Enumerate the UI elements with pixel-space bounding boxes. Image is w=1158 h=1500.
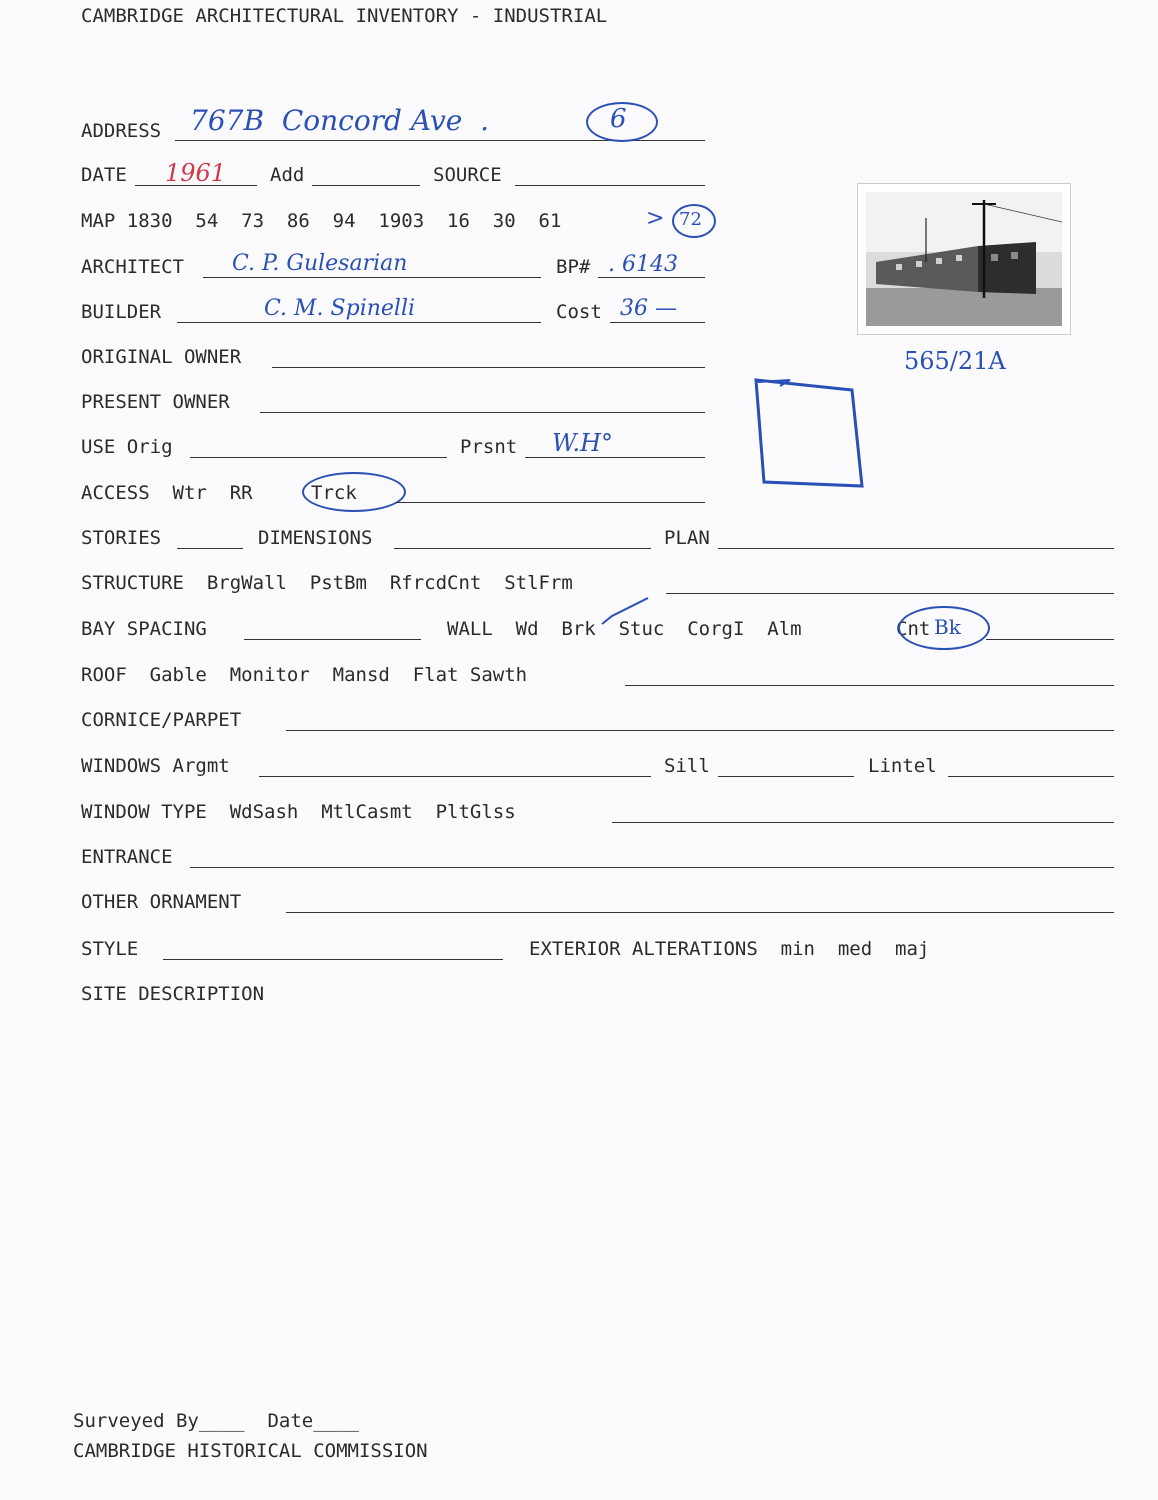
windows-argmt-line (259, 776, 651, 777)
use-orig-label: USE Orig (81, 436, 173, 458)
use-present-value: W.H° (552, 429, 614, 457)
access-truck-circle (302, 472, 406, 512)
dimensions-label: DIMENSIONS (258, 527, 373, 549)
access-truck: Trck (311, 482, 357, 504)
structure-label: STRUCTURE BrgWall PstBm RfrcdCnt StlFrm (81, 572, 573, 594)
plan-line (718, 548, 1114, 549)
brick-checkmark (600, 594, 656, 630)
add-label: Add (270, 164, 305, 186)
lintel-line (948, 776, 1114, 777)
cost-line (610, 322, 705, 323)
exterior-alterations-label: EXTERIOR ALTERATIONS min med maj (529, 938, 930, 960)
architect-label: ARCHITECT (81, 256, 184, 278)
access-label: ACCESS Wtr RR (81, 482, 253, 504)
present-owner-label: PRESENT OWNER (81, 391, 230, 413)
windows-argmt-label: WINDOWS Argmt (81, 755, 230, 777)
structure-line (666, 593, 1114, 594)
sill-line (718, 776, 854, 777)
present-owner-line (260, 412, 705, 413)
sill-label: Sill (664, 755, 710, 777)
cost-label: Cost (556, 301, 602, 323)
builder-line (177, 322, 541, 323)
cornice-label: CORNICE/PARPET (81, 709, 242, 731)
wall-line (986, 639, 1114, 640)
original-owner-label: ORIGINAL OWNER (81, 346, 242, 368)
access-line (396, 502, 705, 503)
wall-label: WALL Wd Brk Stuc CorgI Alm (447, 618, 802, 640)
builder-label: BUILDER (81, 301, 162, 323)
add-line (312, 185, 420, 186)
map-arrow: > (646, 206, 665, 231)
style-line (163, 959, 503, 960)
roof-line (625, 685, 1114, 686)
plan-label: PLAN (664, 527, 710, 549)
other-ornament-label: OTHER ORNAMENT (81, 891, 242, 913)
window-type-label: WINDOW TYPE WdSash MtlCasmt PltGlss (81, 801, 516, 823)
architect-line (203, 277, 541, 278)
bp-value: . 6143 (608, 252, 678, 277)
other-ornament-line (286, 912, 1114, 913)
address-label: ADDRESS (81, 120, 162, 142)
form-header: CAMBRIDGE ARCHITECTURAL INVENTORY - INDUSTRIAL (81, 5, 608, 27)
use-present-line (525, 457, 705, 458)
wall-concrete-bk: Bk (934, 615, 961, 639)
dimensions-line (394, 548, 651, 549)
entrance-label: ENTRANCE (81, 846, 173, 868)
source-line (515, 185, 705, 186)
builder-value: C. M. Spinelli (264, 296, 416, 321)
source-label: SOURCE (433, 164, 502, 186)
address-value: 767B Concord Ave . (190, 104, 490, 137)
photo-reference: 565/21A (904, 347, 1006, 375)
building-photo (858, 184, 1070, 334)
architect-value: C. P. Gulesarian (232, 251, 408, 276)
address-circle-number: 6 (610, 104, 627, 134)
wall-concrete-label: Cnt (896, 618, 931, 640)
entrance-line (190, 867, 1114, 868)
cost-value: 36 — (620, 296, 677, 321)
bp-label: BP# (556, 256, 591, 278)
date-label: DATE (81, 164, 127, 186)
site-description-label: SITE DESCRIPTION (81, 983, 265, 1005)
window-type-line (612, 822, 1114, 823)
original-owner-line (272, 367, 705, 368)
commission-label: CAMBRIDGE HISTORICAL COMMISSION (73, 1440, 428, 1462)
surveyed-by-label: Surveyed By____ Date____ (73, 1410, 359, 1432)
style-label: STYLE (81, 938, 139, 960)
lintel-label: Lintel (868, 755, 937, 777)
date-value: 1961 (165, 159, 227, 187)
map-label: MAP 1830 54 73 86 94 1903 16 30 61 (81, 210, 562, 232)
sketch-square (750, 372, 870, 494)
stories-label: STORIES (81, 527, 162, 549)
wall-concrete-circle (898, 606, 990, 650)
use-orig-line (190, 457, 447, 458)
roof-label: ROOF Gable Monitor Mansd Flat Sawth (81, 664, 528, 686)
bay-spacing-line (244, 639, 421, 640)
cornice-line (286, 730, 1114, 731)
stories-line (177, 548, 243, 549)
use-present-label: Prsnt (460, 436, 518, 458)
map-circle-value: 72 (679, 209, 702, 230)
bay-spacing-label: BAY SPACING (81, 618, 207, 640)
